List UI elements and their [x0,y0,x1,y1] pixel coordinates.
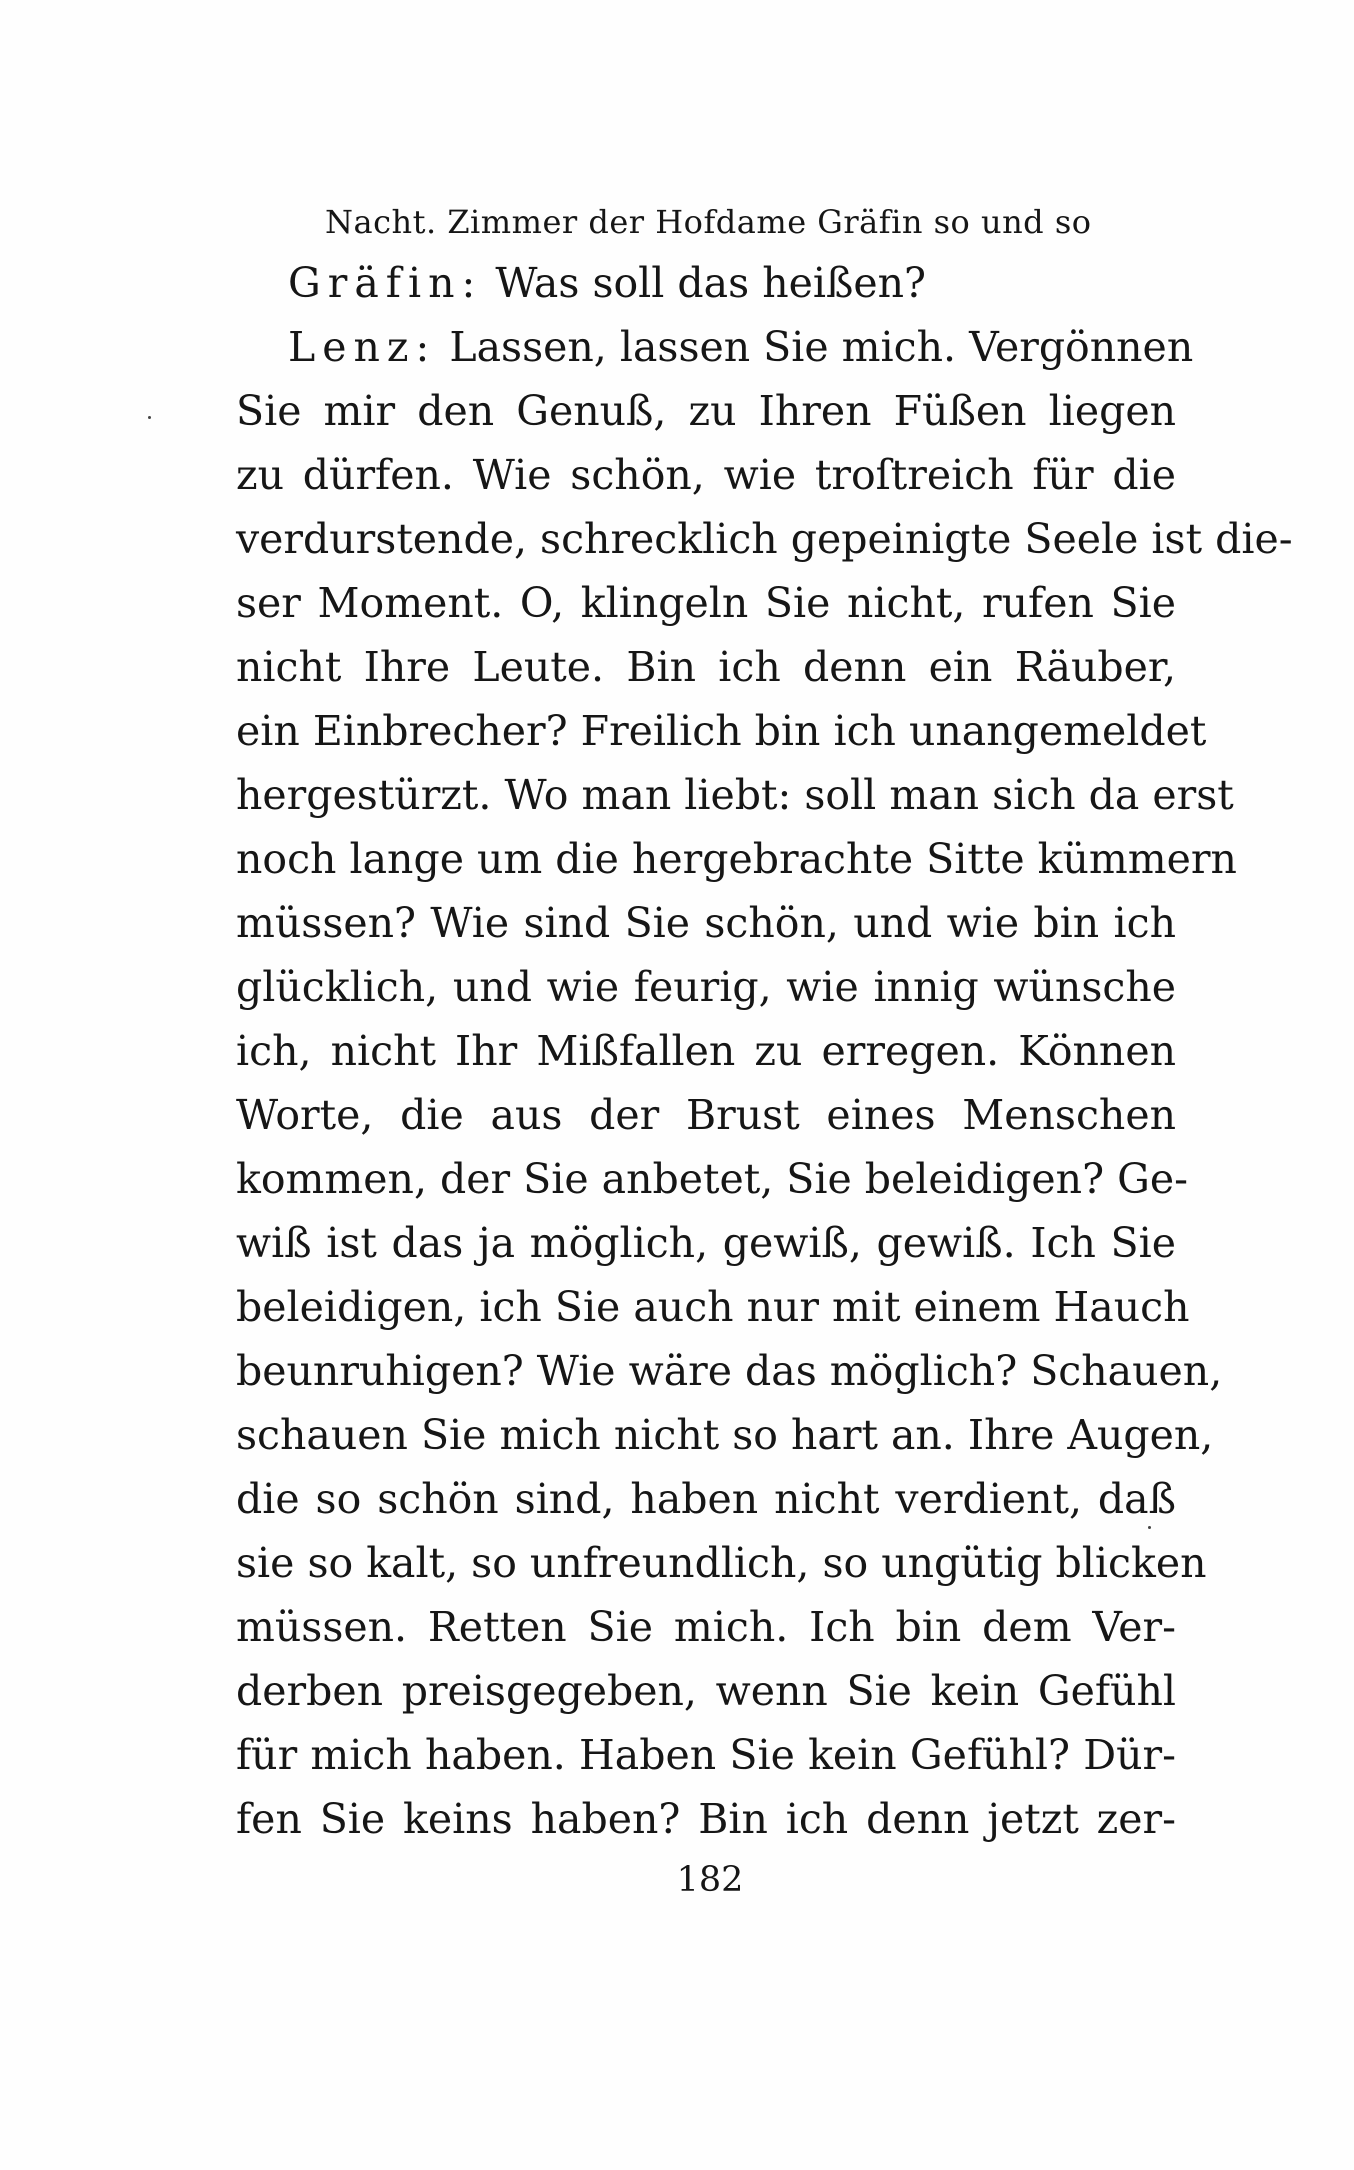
stage-direction: Nacht. Zimmer der Hofdame Gräfin so und so [325,203,1092,241]
page-number: 182 [676,1860,744,1900]
paper-speck [148,416,151,419]
dialogue-line-graefin [288,258,1176,308]
text-line: hergestürzt. Wo man liebt: soll man sich da erst [236,771,1234,819]
dialogue-text: Was soll das heißen? [495,259,927,307]
dialogue-text: Lassen, lassen Sie mich. Vergönnen [449,323,1194,371]
text-line: fen Sie keins haben? Bin ich denn jetzt zer- [236,1795,1176,1843]
text-line: beunruhigen? Wie wäre das möglich? Schauen, [236,1347,1223,1395]
speaker-name: Lenz: [288,323,437,371]
text-line: Worte, die aus der Brust eines Menschen [236,1091,1176,1139]
text-line: kommen, der Sie anbetet, Sie beleidigen? Ge- [236,1155,1188,1203]
text-line: nicht Ihre Leute. Bin ich denn ein Räuber, [236,643,1176,691]
text-line: noch lange um die hergebrachte Sitte kümmern [236,835,1237,883]
text-line: verdurstende, schrecklich gepeinigte Seele ist die- [236,515,1293,563]
text-line: beleidigen, ich Sie auch nur mit einem Hauch [236,1283,1190,1331]
text-line: ich, nicht Ihr Mißfallen zu erregen. Können [236,1027,1176,1075]
text-line: wiß ist das ja möglich, gewiß, gewiß. Ich Sie [236,1219,1176,1267]
text-line: ser Moment. O, klingeln Sie nicht, rufen Sie [236,579,1176,627]
text-line: schauen Sie mich nicht so hart an. Ihre Augen, [236,1411,1214,1459]
text-line: zu dürfen. Wie schön, wie troſtreich für die [236,451,1176,499]
text-line: glücklich, und wie feurig, wie innig wünsche [236,963,1176,1011]
text-line: müssen? Wie sind Sie schön, und wie bin ich [236,899,1176,947]
dialogue-line-lenz [288,322,1194,372]
text-line: ein Einbrecher? Freilich bin ich unangemeldet [236,707,1207,755]
text-line: die so schön sind, haben nicht verdient, daß [236,1475,1176,1523]
text-line: derben preisgegeben, wenn Sie kein Gefühl [236,1667,1176,1715]
text-line: für mich haben. Haben Sie kein Gefühl? Dür- [236,1731,1176,1779]
paper-speck [1148,1526,1151,1529]
text-line: sie so kalt, so unfreundlich, so ungütig blicken [236,1539,1207,1587]
text-line: Sie mir den Genuß, zu Ihren Füßen liegen [236,387,1176,435]
speaker-name: Gräfin: [288,259,483,307]
text-line: müssen. Retten Sie mich. Ich bin dem Ver- [236,1603,1176,1651]
